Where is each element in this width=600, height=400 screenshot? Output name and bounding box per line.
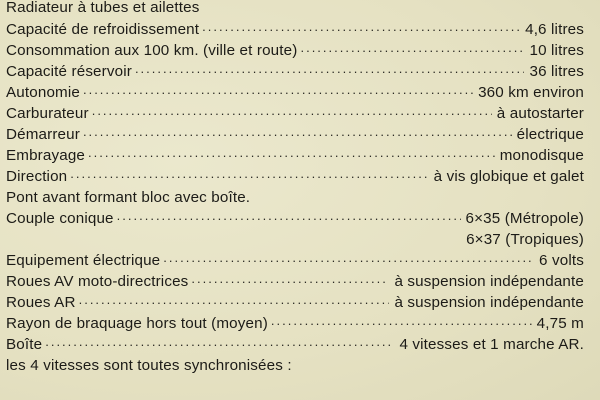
dot-leader [83,121,512,142]
spec-label: les 4 vitesses sont toutes synchronisées : [6,357,292,374]
dot-leader [83,79,473,100]
spec-value: à suspension indépendante [394,273,584,290]
spec-label: Consommation aux 100 km. (ville et route) [6,42,298,59]
spec-value: électrique [516,126,584,143]
spec-label: Equipement électrique [6,252,161,269]
dot-leader [79,289,390,310]
spec-line-direction [6,166,584,187]
spec-value: 6×35 (Métropole) [465,210,584,227]
dot-leader [163,247,534,268]
spec-value: à suspension indépendante [394,294,584,311]
spec-label: Capacité réservoir [6,63,132,80]
spec-label: Couple conique [6,210,114,227]
dot-leader [135,58,525,79]
spec-value: 360 km environ [478,84,584,101]
spec-value: 10 litres [529,42,584,59]
dot-leader [70,163,428,184]
spec-label: Boîte [6,336,43,353]
spec-value: 4 vitesses et 1 marche AR. [399,336,584,353]
dot-leader [88,142,495,163]
spec-label: Embrayage [6,147,86,164]
spec-label: Pont avant formant bloc avec boîte. [6,189,251,206]
dot-leader [191,268,389,289]
spec-label: Radiateur à tubes et ailettes [6,0,200,16]
spec-value: 6 volts [539,252,584,269]
spec-label: Direction [6,168,68,185]
spec-label: Rayon de braquage hors tout (moyen) [6,315,268,332]
spec-value: 6×37 (Tropiques) [466,231,584,248]
dot-leader [271,310,532,331]
spec-label: Carburateur [6,105,89,122]
dot-leader [300,37,524,58]
spec-line-synchronisees [6,355,584,376]
spec-label: Roues AR [6,294,76,311]
spec-label: Autonomie [6,84,80,101]
spec-value: à autostarter [496,105,584,122]
spec-label: Démarreur [6,126,80,143]
spec-value: à vis globique et galet [433,168,584,185]
dot-leader [117,205,461,226]
spec-line-boite [6,334,584,355]
dot-leader [45,331,394,352]
dot-leader [202,16,520,37]
dot-leader [92,100,492,121]
spec-label: Roues AV moto-directrices [6,273,189,290]
spec-value: 4,6 litres [525,21,584,38]
spec-value: monodisque [499,147,584,164]
spec-line-couple-conique [6,208,584,229]
spec-value: 4,75 m [536,315,584,332]
spec-label: Capacité de refroidissement [6,21,200,38]
spec-value: 36 litres [529,63,584,80]
